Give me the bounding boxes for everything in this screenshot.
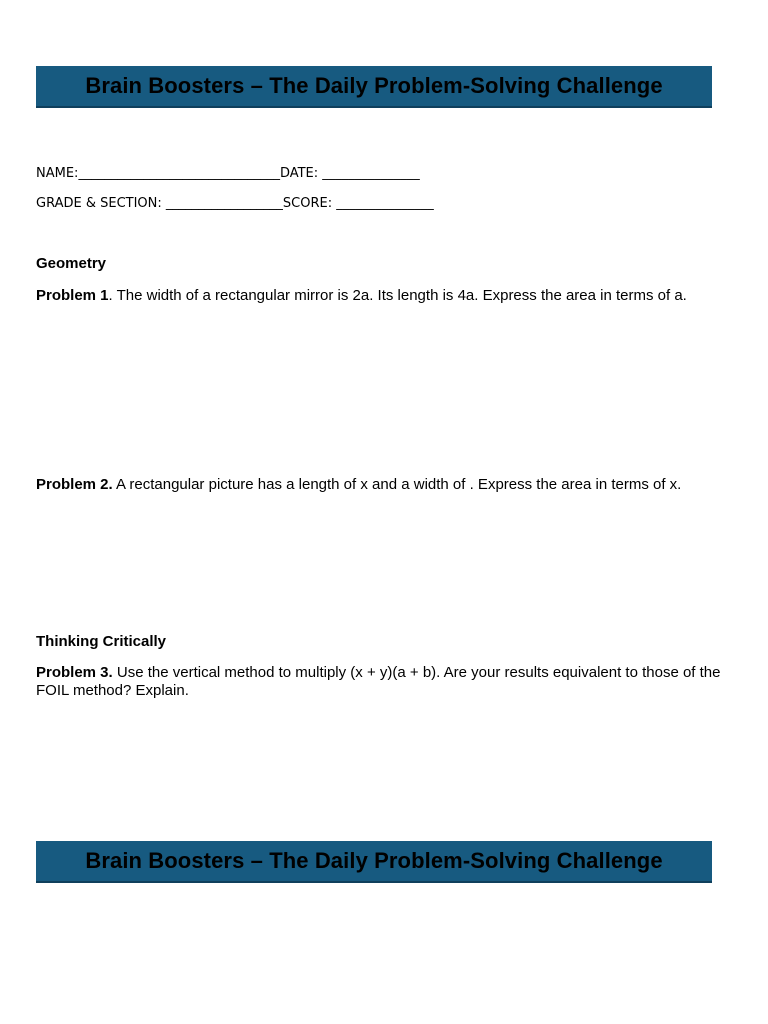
- section-heading-thinking-critically: Thinking Critically: [36, 633, 167, 650]
- problem-text: . The width of a rectangular mirror is 2a. Its length is 4a. Express the area in terms of a.: [108, 287, 687, 304]
- grade-section-label: GRADE & SECTION:: [36, 196, 162, 211]
- problem-text: A rectangular picture has a length of x and a width of . Express the area in terms of x.: [112, 476, 682, 493]
- section-heading-geometry: Geometry: [36, 255, 107, 272]
- problem-label: Problem 2.: [36, 476, 113, 493]
- problem-3: [36, 664, 726, 700]
- page-title: Brain Boosters – The Daily Problem-Solving Challenge: [85, 73, 663, 98]
- page-title-repeat: Brain Boosters – The Daily Problem-Solving Challenge: [85, 848, 663, 873]
- grade-score-line: [36, 196, 434, 211]
- score-label: SCORE:: [282, 196, 333, 211]
- name-blank: _______________________________: [78, 166, 280, 181]
- name-date-line: [36, 166, 420, 181]
- problem-2: [36, 476, 726, 494]
- title-banner: [36, 66, 712, 108]
- problem-1: [36, 287, 726, 305]
- score-blank: _______________: [332, 196, 434, 211]
- title-banner-repeat: [36, 841, 712, 883]
- date-label: DATE:: [279, 166, 319, 181]
- date-blank: _______________: [318, 166, 420, 181]
- grade-section-blank: __________________: [161, 196, 283, 211]
- problem-text: Use the vertical method to multiply (x + y)(a + b). Are your results equivalent to those of the FOIL method? Explain.: [36, 664, 721, 699]
- problem-label: Problem 3.: [36, 664, 113, 681]
- problem-label: Problem 1: [36, 287, 109, 304]
- name-label: NAME:: [36, 166, 79, 181]
